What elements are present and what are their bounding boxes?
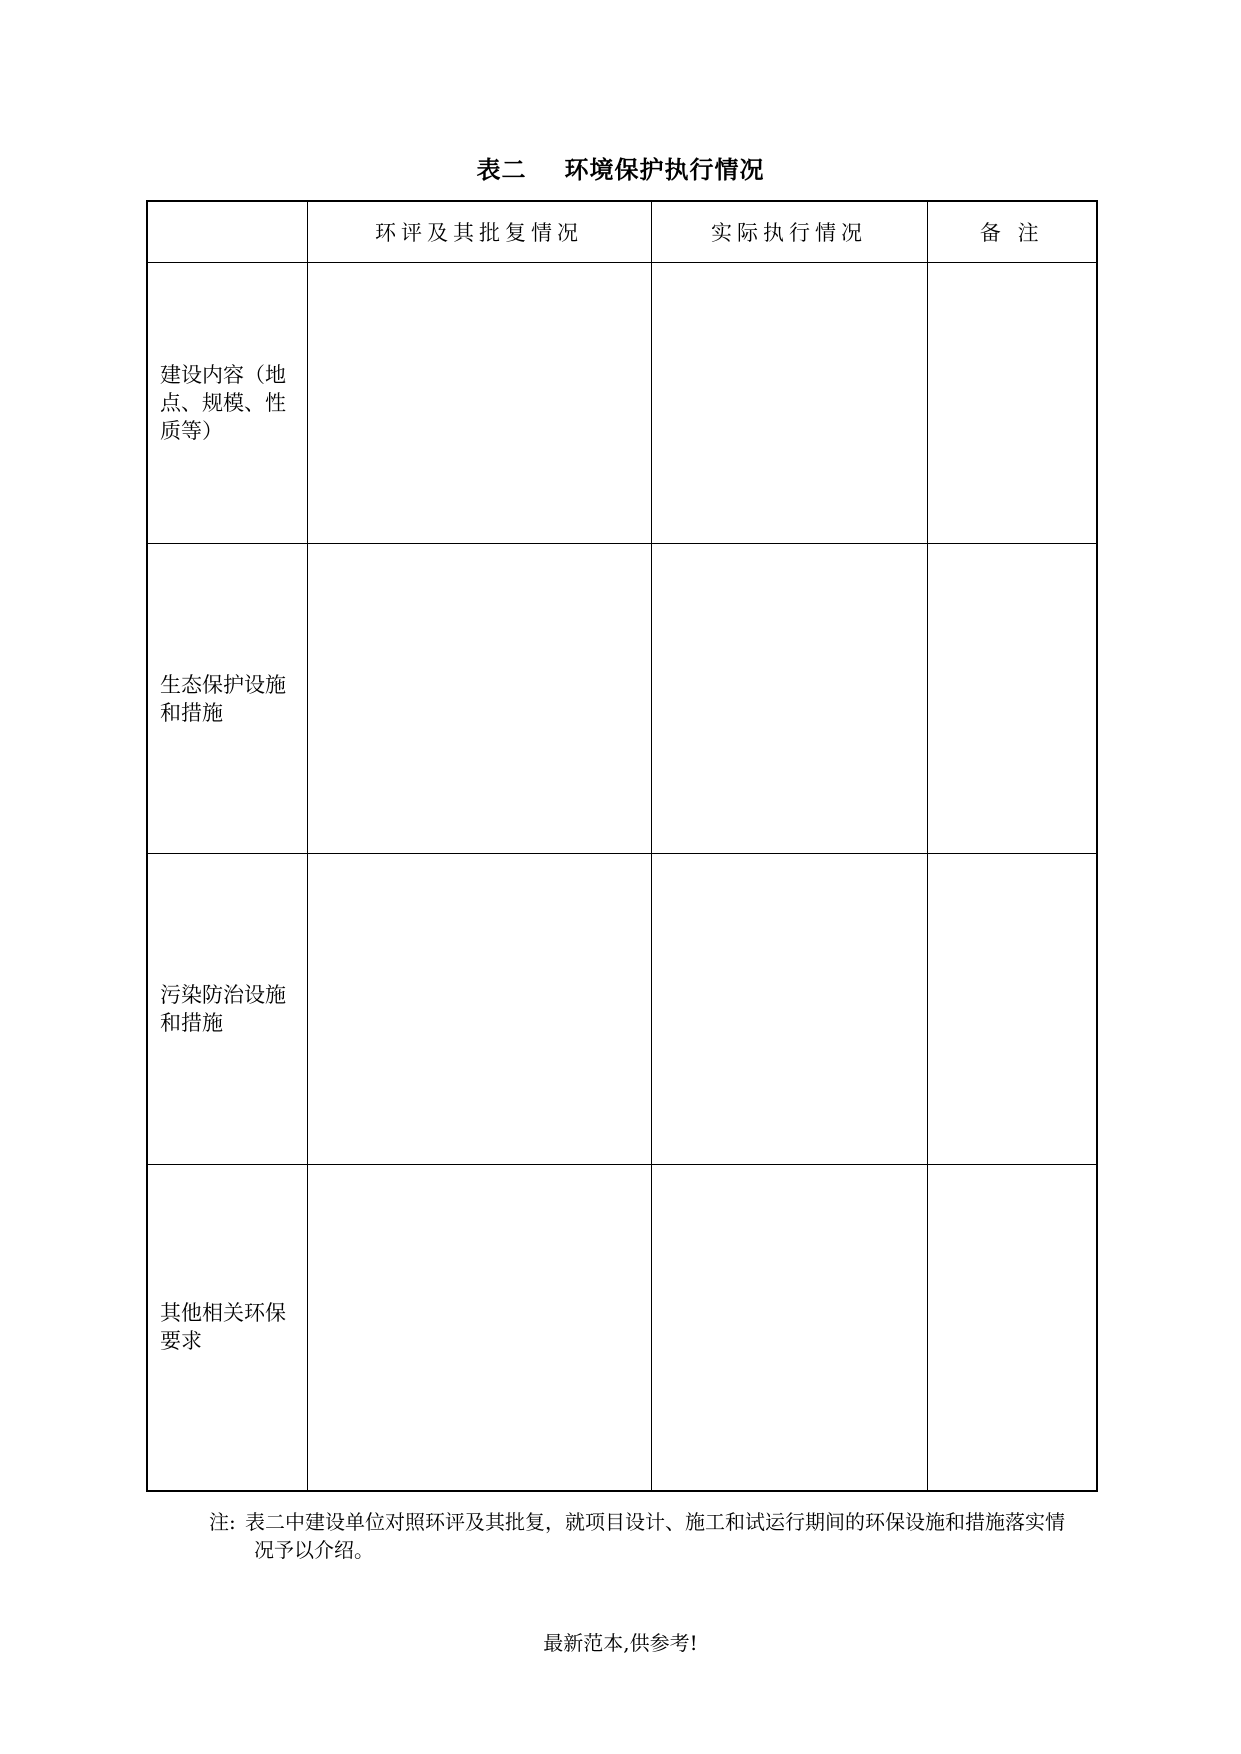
- row-label-pollution-control: 污染防治设施和措施: [147, 854, 307, 1165]
- table-title-text: 环境保护执行情况: [564, 156, 765, 184]
- actual-cell[interactable]: [651, 263, 927, 544]
- actual-cell[interactable]: [651, 544, 927, 854]
- table-note: [209, 1508, 1069, 1564]
- remark-cell[interactable]: [927, 544, 1097, 854]
- table-title: [0, 150, 1241, 185]
- table-number: 表二: [476, 156, 527, 184]
- table-row: [147, 1165, 1097, 1491]
- eia-cell[interactable]: [307, 1165, 651, 1491]
- header-corner-cell: [147, 201, 307, 263]
- eia-cell[interactable]: [307, 854, 651, 1165]
- table-row: [147, 544, 1097, 854]
- remark-cell[interactable]: [927, 263, 1097, 544]
- header-remarks: 备 注: [927, 201, 1097, 263]
- row-label-construction-content: 建设内容（地点、规模、性质等）: [147, 263, 307, 544]
- remark-cell[interactable]: [927, 1165, 1097, 1491]
- actual-cell[interactable]: [651, 1165, 927, 1491]
- environmental-protection-table: [146, 200, 1098, 1492]
- eia-cell[interactable]: [307, 544, 651, 854]
- header-actual-execution: 实际执行情况: [651, 201, 927, 263]
- note-label: 注:: [209, 1510, 236, 1534]
- actual-cell[interactable]: [651, 854, 927, 1165]
- table-row: [147, 854, 1097, 1165]
- page-footer: 最新范本,供参考!: [543, 1631, 698, 1655]
- table-row: [147, 263, 1097, 544]
- remark-cell[interactable]: [927, 854, 1097, 1165]
- note-text: 表二中建设单位对照环评及其批复，就项目设计、施工和试运行期间的环保设施和措施落实情况予以介绍。: [245, 1510, 1065, 1562]
- row-label-ecological-protection: 生态保护设施和措施: [147, 544, 307, 854]
- eia-cell[interactable]: [307, 263, 651, 544]
- header-eia-approval: 环评及其批复情况: [307, 201, 651, 263]
- row-label-other-requirements: 其他相关环保要求: [147, 1165, 307, 1491]
- header-row: [147, 201, 1097, 263]
